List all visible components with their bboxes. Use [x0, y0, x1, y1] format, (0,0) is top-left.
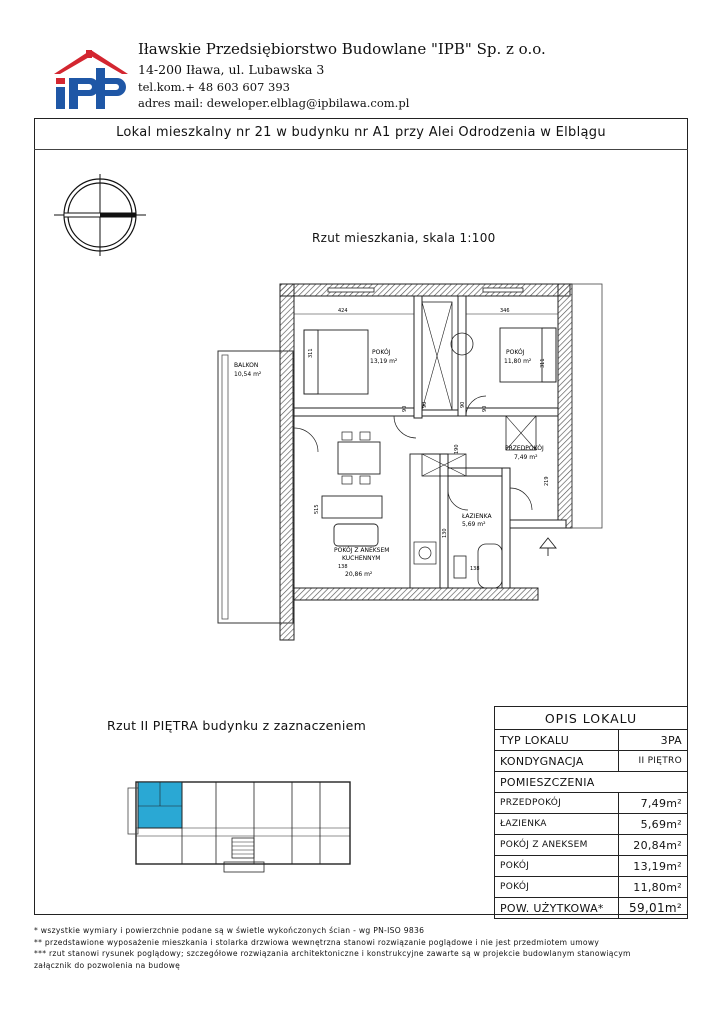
footnote: załącznik do pozwolenia na budowę — [34, 960, 181, 970]
balkon-area: 10,54 m² — [234, 371, 262, 378]
company-email: adres mail: deweloper.elblag@ipbilawa.com.pl — [138, 96, 410, 110]
row-label: ŁAZIENKA — [495, 814, 619, 835]
dim-label: 311 — [540, 358, 546, 368]
row-value: 20,84m² — [618, 835, 687, 856]
floor-plan-caption: Rzut II PIĘTRA budynku z zaznaczeniem — [107, 718, 367, 733]
przedpokoj-area: 7,49 m² — [514, 454, 538, 461]
dim-label: 130 — [442, 528, 448, 538]
footnotes — [34, 925, 631, 971]
apartment-floor-plan — [200, 258, 610, 644]
row-label: PRZEDPOKÓJ — [495, 793, 619, 814]
dim-label: 424 — [338, 308, 348, 314]
table-row — [495, 898, 688, 919]
footnote: ** przedstawione wyposażenie mieszkania i stolarka drzwiowa wewnętrzna stanowi rozwiązanie poglądowe i nie jest przedmiotem umowy — [34, 937, 600, 947]
opis-title: OPIS LOKALU — [495, 707, 688, 730]
lazienka-area: 5,69 m² — [462, 521, 486, 528]
salon-label: POKÓJ Z ANEKSEM — [334, 547, 390, 554]
row-label: POKÓJ Z ANEKSEM — [495, 835, 619, 856]
table-row — [495, 751, 688, 772]
dim-label: 90 — [422, 401, 428, 408]
row-value: 3PA — [618, 730, 687, 751]
table-row — [495, 793, 688, 814]
plan-caption: Rzut mieszkania, skala 1:100 — [312, 231, 496, 245]
salon-label-2: KUCHENNYM — [342, 555, 381, 562]
table-row — [495, 772, 688, 793]
dim-label: 138 — [338, 564, 348, 570]
table-row — [495, 856, 688, 877]
pokoj1-label: POKÓJ — [372, 349, 391, 356]
lazienka-label: ŁAZIENKA — [462, 513, 492, 520]
dim-label: 138 — [470, 566, 480, 572]
balkon-label: BALKON — [234, 362, 259, 369]
company-name: Iławskie Przedsiębiorstwo Budowlane "IPB" Sp. z o.o. — [138, 40, 546, 58]
title-separator — [34, 149, 688, 150]
footnote: * wszystkie wymiary i powierzchnie podane są w świetle wykończonych ścian - wg PN-ISO 9836 — [34, 926, 425, 935]
dim-label: 90 — [482, 405, 488, 412]
company-address: 14-200 Iława, ul. Lubawska 3 — [138, 62, 325, 77]
dim-label: 311 — [308, 348, 314, 358]
row-label: TYP LOKALU — [495, 730, 619, 751]
pokoj1-area: 13,19 m² — [370, 358, 398, 365]
dim-label: 90 — [460, 401, 466, 408]
row-label: POKÓJ — [495, 856, 619, 877]
row-label: POMIESZCZENIA — [495, 772, 688, 793]
page-title: Lokal mieszkalny nr 21 w budynku nr A1 przy Alei Odrodzenia w Elblągu — [116, 125, 606, 140]
dim-label: 190 — [454, 444, 460, 454]
pokoj2-area: 11,80 m² — [504, 358, 532, 365]
row-value: 5,69m² — [618, 814, 687, 835]
building-floor-plan — [124, 776, 354, 876]
footnote: *** rzut stanowi rysunek poglądowy; szczegółowe rozwiązania architektoniczne i konstrukcyjne zawarte są w projekcie budowlanym stanowiącym — [34, 949, 631, 958]
table-row — [495, 835, 688, 856]
salon-area: 20,86 m² — [345, 571, 373, 578]
ipb-logo — [52, 48, 130, 110]
dim-label: 90 — [402, 405, 408, 412]
dim-label: 515 — [314, 504, 320, 514]
opis-lokalu-table — [494, 706, 688, 919]
dim-label: 219 — [544, 476, 550, 486]
row-label: POKÓJ — [495, 877, 619, 898]
table-row — [495, 730, 688, 751]
row-label: POW. UŻYTKOWA* — [495, 898, 619, 919]
row-value: 59,01m² — [618, 898, 687, 919]
row-value: 7,49m² — [618, 793, 687, 814]
table-row — [495, 877, 688, 898]
dim-label: 346 — [500, 308, 510, 314]
row-value: 13,19m² — [618, 856, 687, 877]
company-phone: tel.kom.+ 48 603 607 393 — [138, 80, 290, 94]
row-value: II PIĘTRO — [618, 751, 687, 772]
pokoj2-label: POKÓJ — [506, 349, 525, 356]
przedpokoj-label: PRZEDPOKÓJ — [505, 445, 544, 452]
row-value: 11,80m² — [618, 877, 687, 898]
table-row — [495, 814, 688, 835]
orientation-symbol — [52, 172, 148, 258]
row-label: KONDYGNACJA — [495, 751, 619, 772]
